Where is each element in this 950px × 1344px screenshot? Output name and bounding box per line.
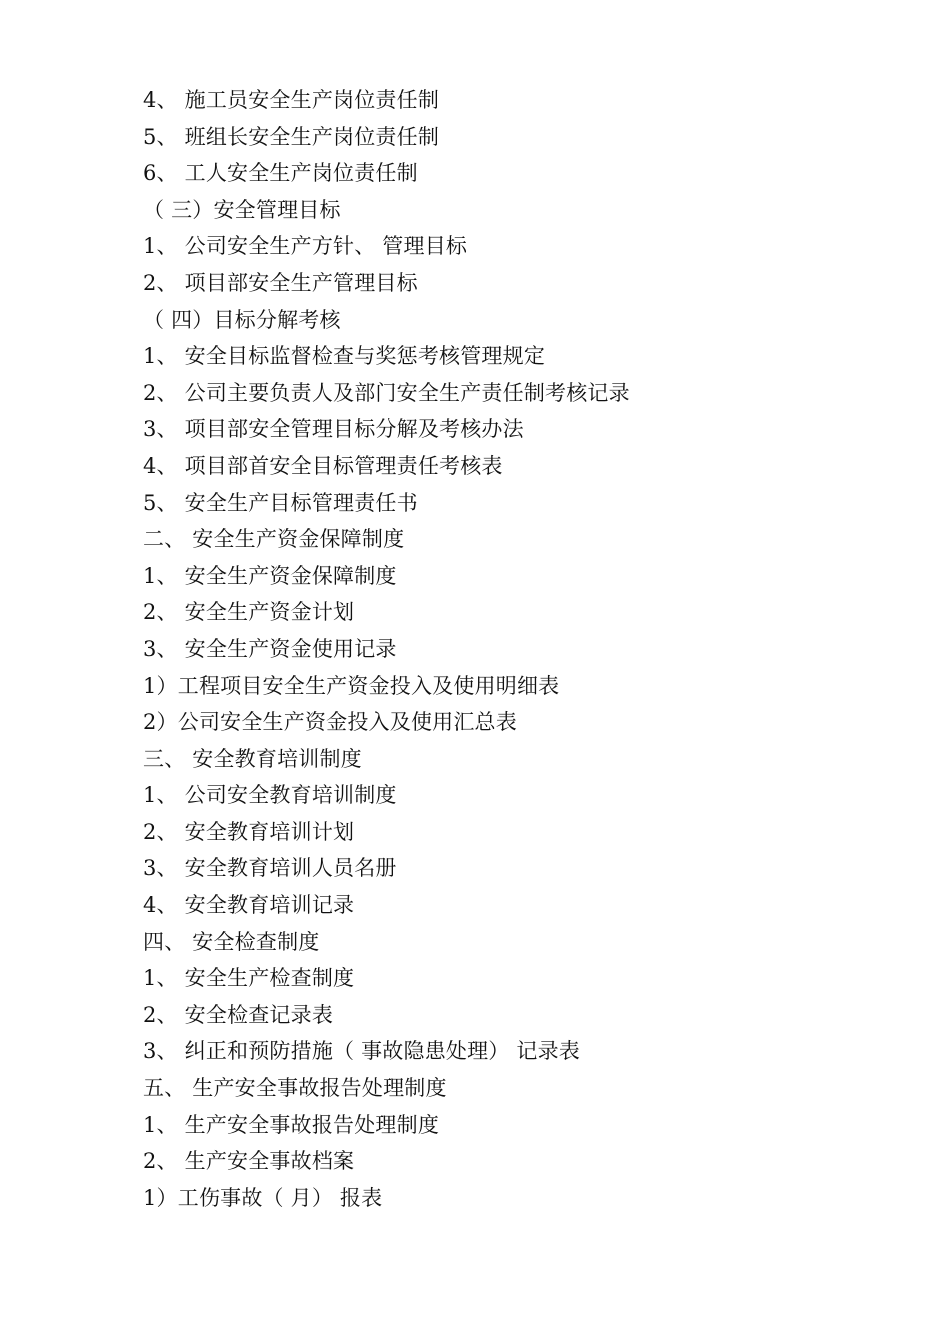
outline-line: 2、 公司主要负责人及部门安全生产责任制考核记录 [143, 380, 630, 405]
outline-line: 5、 安全生产目标管理责任书 [143, 490, 418, 515]
outline-subline: 1）工程项目安全生产资金投入及使用明细表 [143, 673, 560, 698]
outline-line: 1、 安全生产检查制度 [143, 966, 355, 991]
outline-line: 1、 公司安全生产方针、 管理目标 [143, 234, 468, 259]
outline-line: 2、 生产安全事故档案 [143, 1149, 355, 1174]
outline-subline: 2）公司安全生产资金投入及使用汇总表 [143, 710, 517, 735]
outline-line: 4、 项目部首安全目标管理责任考核表 [143, 453, 503, 478]
outline-line: 3、 安全生产资金使用记录 [143, 636, 397, 661]
outline-heading: （ 三）安全管理目标 [143, 197, 341, 222]
outline-line: 2、 项目部安全生产管理目标 [143, 270, 418, 295]
outline-section-heading: 二、 安全生产资金保障制度 [143, 527, 405, 552]
outline-line: 3、 项目部安全管理目标分解及考核办法 [143, 417, 524, 442]
outline-line: 6、 工人安全生产岗位责任制 [143, 161, 418, 186]
outline-section-heading: 五、 生产安全事故报告处理制度 [143, 1076, 447, 1101]
outline-line: 1、 安全生产资金保障制度 [143, 563, 397, 588]
document-outline [143, 82, 863, 1216]
outline-line: 2、 安全检查记录表 [143, 1002, 334, 1027]
outline-line: 2、 安全生产资金计划 [143, 600, 355, 625]
outline-line: 4、 施工员安全生产岗位责任制 [143, 88, 440, 112]
outline-line: 3、 安全教育培训人员名册 [143, 856, 397, 881]
outline-section-heading: 三、 安全教育培训制度 [143, 746, 362, 771]
outline-line: 5、 班组长安全生产岗位责任制 [143, 124, 440, 149]
outline-line: 3、 纠正和预防措施（ 事故隐患处理） 记录表 [143, 1039, 580, 1064]
outline-line: 1、 安全目标监督检查与奖惩考核管理规定 [143, 344, 546, 369]
outline-section-heading: 四、 安全检查制度 [143, 929, 320, 954]
outline-line: 1、 生产安全事故报告处理制度 [143, 1112, 440, 1137]
outline-line: 1、 公司安全教育培训制度 [143, 783, 397, 808]
outline-line: 2、 安全教育培训计划 [143, 819, 355, 844]
outline-subline: 1）工伤事故（ 月） 报表 [143, 1185, 383, 1210]
outline-line: 4、 安全教育培训记录 [143, 893, 355, 918]
outline-heading: （ 四）目标分解考核 [143, 307, 341, 332]
